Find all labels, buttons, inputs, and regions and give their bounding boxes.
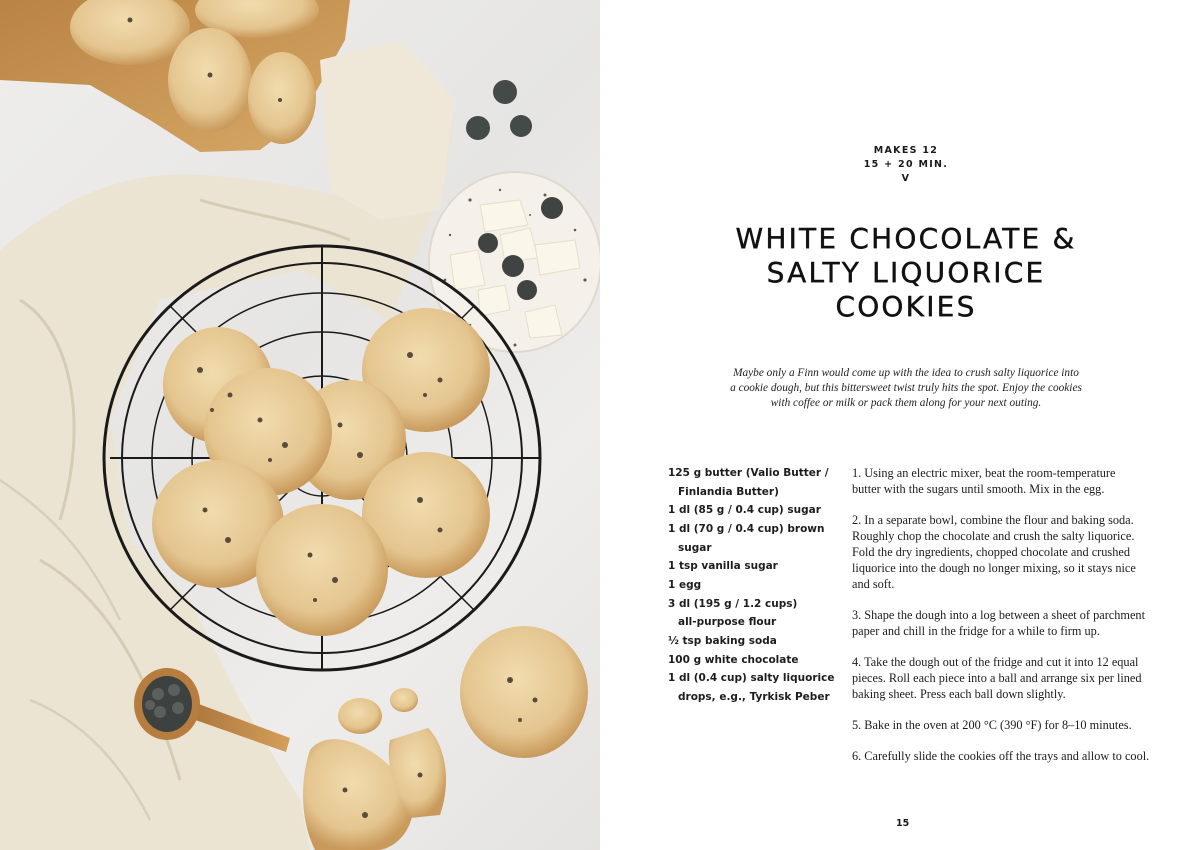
linen-cloth-corner [320, 40, 455, 220]
recipe-title-line-3: COOKIES [835, 290, 977, 323]
ingredient-line: 1 dl (85 g / 0.4 cup) sugar [668, 504, 821, 516]
ingredient-line: all-purpose flour [678, 616, 777, 628]
step-line: and soft. [852, 577, 895, 591]
step-line: liquorice into the dough no longer mixing, so it stays nice [852, 561, 1136, 575]
step-line: paper and chill in the fridge for a while to firm up. [852, 624, 1100, 638]
ingredient-line: drops, e.g., Tyrkisk Peber [678, 691, 830, 703]
step-line: 4. Take the dough out of the fridge and cut it into 12 equal [852, 655, 1139, 669]
page-number: 15 [896, 818, 910, 829]
liquorice-drops [466, 80, 532, 140]
yield-label: MAKES 12 [873, 145, 939, 156]
ingredient-line: 1 tsp vanilla sugar [668, 560, 778, 572]
recipe-title-line-1: WHITE CHOCOLATE & [735, 222, 1077, 255]
intro-line-3: with coffee or milk or pack them along for your next outing. [770, 397, 1042, 409]
recipe-page [600, 0, 1200, 850]
diet-tag: V [901, 173, 911, 184]
ingredient-line: 100 g white chocolate [668, 654, 799, 666]
step-line: 3. Shape the dough into a log between a sheet of parchment [852, 608, 1145, 622]
step-line: 6. Carefully slide the cookies off the trays and allow to cool. [852, 749, 1150, 763]
step-line: butter with the sugars until smooth. Mix in the egg. [852, 482, 1105, 496]
step-line: 2. In a separate bowl, combine the flour and baking soda. [852, 513, 1134, 527]
intro-line-1: Maybe only a Finn would come up with the idea to crush salty liquorice into [733, 367, 1079, 379]
step-line: Roughly chop the chocolate and crush the salty liquorice. [852, 529, 1135, 543]
loose-cookies [303, 626, 588, 850]
ingredient-line: ½ tsp baking soda [668, 635, 777, 647]
ingredient-line: sugar [678, 542, 712, 554]
intro-line-2: a cookie dough, but this bittersweet twist truly hits the spot. Enjoy the cookies [730, 382, 1082, 394]
step-line: 1. Using an electric mixer, beat the room-temperature [852, 466, 1116, 480]
ingredient-line: Finlandia Butter) [678, 486, 779, 498]
step-line: pieces. Roll each piece into a ball and arrange six per lined [852, 671, 1142, 685]
step-line: baking sheet. Press each ball down slightly. [852, 687, 1066, 701]
ingredient-line: 3 dl (195 g / 1.2 cups) [668, 598, 798, 610]
step-line: 5. Bake in the oven at 200 °C (390 °F) for 8–10 minutes. [852, 718, 1132, 732]
ingredient-line: 1 egg [668, 579, 702, 591]
ingredient-line: 1 dl (0.4 cup) salty liquorice [668, 672, 835, 684]
recipe-title-line-2: SALTY LIQUORICE [766, 256, 1046, 289]
ingredient-line: 125 g butter (Valio Butter / [668, 467, 829, 479]
step-line: Fold the dry ingredients, chopped chocolate and crushed [852, 545, 1130, 559]
time-label: 15 + 20 MIN. [863, 159, 949, 170]
ingredient-line: 1 dl (70 g / 0.4 cup) brown [668, 523, 825, 535]
